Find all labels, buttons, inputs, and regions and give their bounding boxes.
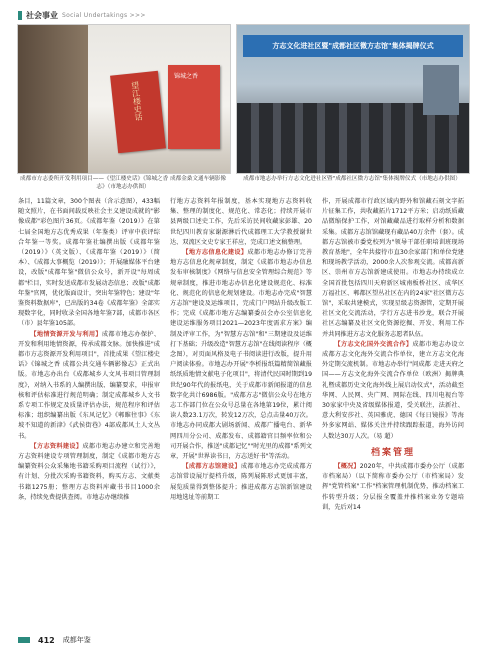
author-sign: （易 超） bbox=[373, 432, 397, 440]
photo-caption-left: 成都市方志委所开发利用项目——《望江楼史话》《锦城之香 成都金桑文通车辆影像志》（市地志办供图） bbox=[20, 176, 226, 190]
bookshelf bbox=[18, 25, 88, 173]
photo-ceremony bbox=[236, 24, 470, 174]
entry-heading: 【地情资源开发与利用】 bbox=[30, 330, 102, 338]
paragraph bbox=[170, 462, 312, 503]
text-column-2 bbox=[170, 197, 312, 503]
entry-heading: 【方志资料建设】 bbox=[30, 442, 83, 450]
paragraph bbox=[18, 330, 160, 442]
book-title: 锦城之香 bbox=[174, 73, 199, 80]
entry-heading: 【地方志信息化建设】 bbox=[182, 249, 248, 257]
book-title: 望江楼史话 bbox=[130, 80, 144, 122]
paragraph-text: 成都市地志办建立和完善地方志资料建设专项管理制度，制定《成都市地方志编纂资料公众采集地书籍采购项目流程（试行）》，有计划、分批次采购书籍资料，购买方志、文献类书籍1275册；整理方志资料库藏书书目1000余条，持续免费提供查阅。市地志办继续推 bbox=[18, 442, 161, 501]
speaker bbox=[423, 65, 459, 115]
paragraph bbox=[170, 248, 312, 462]
section-header bbox=[18, 10, 146, 21]
yearbook-name: 成都年鉴 bbox=[62, 636, 91, 644]
paragraph bbox=[18, 442, 160, 503]
paragraph-text: 2020年，中共成都市委办公厅（成都市档案局）（以下简称市委办公厅（市档案局）发挥"党管档案"工作"档案管理机制优势，推动档案工作转型升级；分层报全覆盖并推档案业务专题培训，先后对14 bbox=[322, 463, 465, 511]
page-footer bbox=[18, 635, 91, 645]
entry-heading: 【成都方志馆建设】 bbox=[182, 463, 241, 471]
paragraph-text: 成都市地志办修订完善地方志信息化规章制度，制定《成都市地志办信息发布审核制度》《网络与信息安全管理综合规范》等规章制度，推进市地志办信息化建设规范化、标准化、规范化的信息化规划建设。市地志办完成"智慧方志馆"建设及运维项目，完成门户网站升级改版工作；完成《成都市地方志编纂委员会办公室信息化建设运维服务项目2021—2023年度需求方案》编制及评审工作，为"智慧方志馆"和"三期建设及运维打下基础；升级改造"智慧方志馆"在线阅读程序（概念图），对页面风格及电子书阅读进行改版，提升用户阅读体验。市地志办开展"李析报纸篇精简馆藏报纸纸质地情文献电子化项目"，将清代民国时期到19世纪90年代的报纸电，关于成都市新闻报道的信息数字化共计6986版。"成都方志"微信公众号在地方志工作部门位在公众号总量在各地第19位，累计阅读人数23.1万次，转发12万次，总点击量40万次。市地志办同成都大剧场新闻、成都广播电台、新华网四川分公司、成都发布、成都籍官目频率位和公司开展合作，推送"成都记忆""时光里的成都"系列文章，开展"世界读书日，方志送好书"等活动。 bbox=[170, 249, 313, 461]
text-column-3 bbox=[322, 197, 464, 513]
section-heading-archives: 档案管理 bbox=[370, 447, 415, 458]
page-number: 412 bbox=[38, 635, 55, 645]
section-subtitle: Social Undertakings >>> bbox=[62, 12, 146, 19]
entry-heading: 【方志文化国外交流合作】 bbox=[334, 340, 413, 348]
paragraph bbox=[322, 340, 464, 442]
paragraph: 行地方志资料年报制度，基本实现地方志资料收集、整理的制度化、规范化、常态化；持续开展市县两级口述史工作，先后采访民间收藏家彭雄、20世纪四川教育家谢源淋后代成都理工大学教授谢世达、双流区文史专家王祥应，完成口述文稿整理。 bbox=[170, 198, 312, 246]
section-marker bbox=[18, 11, 22, 20]
section-title: 社会事业 bbox=[26, 11, 58, 20]
footer-marker bbox=[18, 637, 30, 643]
photo-books bbox=[17, 24, 231, 174]
paragraph bbox=[322, 462, 464, 513]
book-wangjianglou bbox=[110, 71, 166, 154]
entry-heading: 【概况】 bbox=[334, 463, 360, 471]
photo-caption-right: 成都市地志办举行方志文化进社区暨"成都社区微方志馆"集体揭牌仪式（市地志办供图） bbox=[243, 176, 461, 182]
paragraph: 条目，11篇文章，300个图表（含示意图），433幅随文照片，在书面间载反映社会主义建设成就的"影像成都"彩色图片36页。《成都年鉴（2019）》在第七届全国地方志优秀成果（年鉴类）评审中获评综合年鉴一等奖。成都年鉴社编撰出版《成都年鉴（2019）》（英文版）、《成都年鉴（2019）》（简本）、《成都大事概览（2019）》；开展融媒体平台建设，改版"成都年鉴"微信公众号，新开设"每周成都"栏目，实时发送成都市发展动态信息；改版"成都年鉴"官网，优化版面设计，突出年鉴特色；建设"年鉴资料数据库"，已出版的34卷《成都年鉴》全部实现数字化，同时收录全国各地年鉴7部，成都市各区（市）县年鉴105部。 bbox=[18, 198, 160, 328]
paragraph: 作，开展成都市行政区域内野外和馆藏石刻文字拓片征集工作，共收藏拓片1712平方米；启动纸质藏品微缩保护工作，对馆藏藏品进行取样分析和数据采集。成都方志馆馆藏现有藏品40万余件（套）。成都方志馆被市委党校列为"领导干部任职培训班现场教育基地"，全年共接待市直30余家部门和单位党建和现场教学活动，2000余人次参观交流。成都高新区、崇州市方志馆新建成使用。市地志办持续成立全国首批包括四川天府新区城南板桥社区、成华区万福社区、郫都区望丛社区在内的24家"社区微方志馆"，采取共建模式，实现星级志资源管，定期开展社区文化交流活动，学行方志进书沙龙，联合开展社区志编纂及社区文化资源挖掘、开发、利用工作并共同推进方志文化服务志愿者队伍。 bbox=[322, 198, 464, 338]
paragraph-text: 成都市地志办完成成都方志馆常设展厅提档升级，陈列展陈形式更加丰富，展览质量得到整体提升；推进成都方志馆新馆建设用地选址等前期工 bbox=[170, 463, 313, 501]
event-banner: 方志文化进社区暨"成都社区微方志馆"集体揭牌仪式 bbox=[243, 35, 463, 57]
paragraph-text: 成都市地志办保护、开发和利用地情资源，传承成都文脉。加快推进"成都市方志资源开发利用项目"，首批成果《望江楼史话》《锦城之香 成都公共交通车辆影像志》正式出版。市地志办出台《成都城乡人文风书项目管理制度》，对纳入书系的人编撰出版、编纂要求，申报审核和评估标准进行规范明确；制定成都城乡人文书系专项工作规定及质量评估办法，规范程序和评估标准；组织编纂出版《东风记忆》《郫睢往事》《东坡不知道的新津》《武侯街巷》4部成都风土人文丛书。 bbox=[18, 330, 161, 440]
paragraph-text: 成都市地志办设立成都方志文化海外交流合作单位，建立方志文化海外定期交流机制。市地志办举行"问成都 走进天府之国——方志文化海外交流合作单位（欧洲）揭牌典礼暨成都历史文化海外线上展启动仪式"，活动截至华网、人民网、央广网、网际在线、四川电视台等30家家中央及省级媒体报道，受关联注，法新社、意大利安莎社、英国雅虎、德国《每日镜报》等海外多家网站、媒体关注并持续跟踪报道，海外访问人数达30万人次。 bbox=[322, 340, 465, 440]
book-jinchengzhixiang bbox=[168, 65, 220, 149]
text-column-1 bbox=[18, 197, 160, 503]
